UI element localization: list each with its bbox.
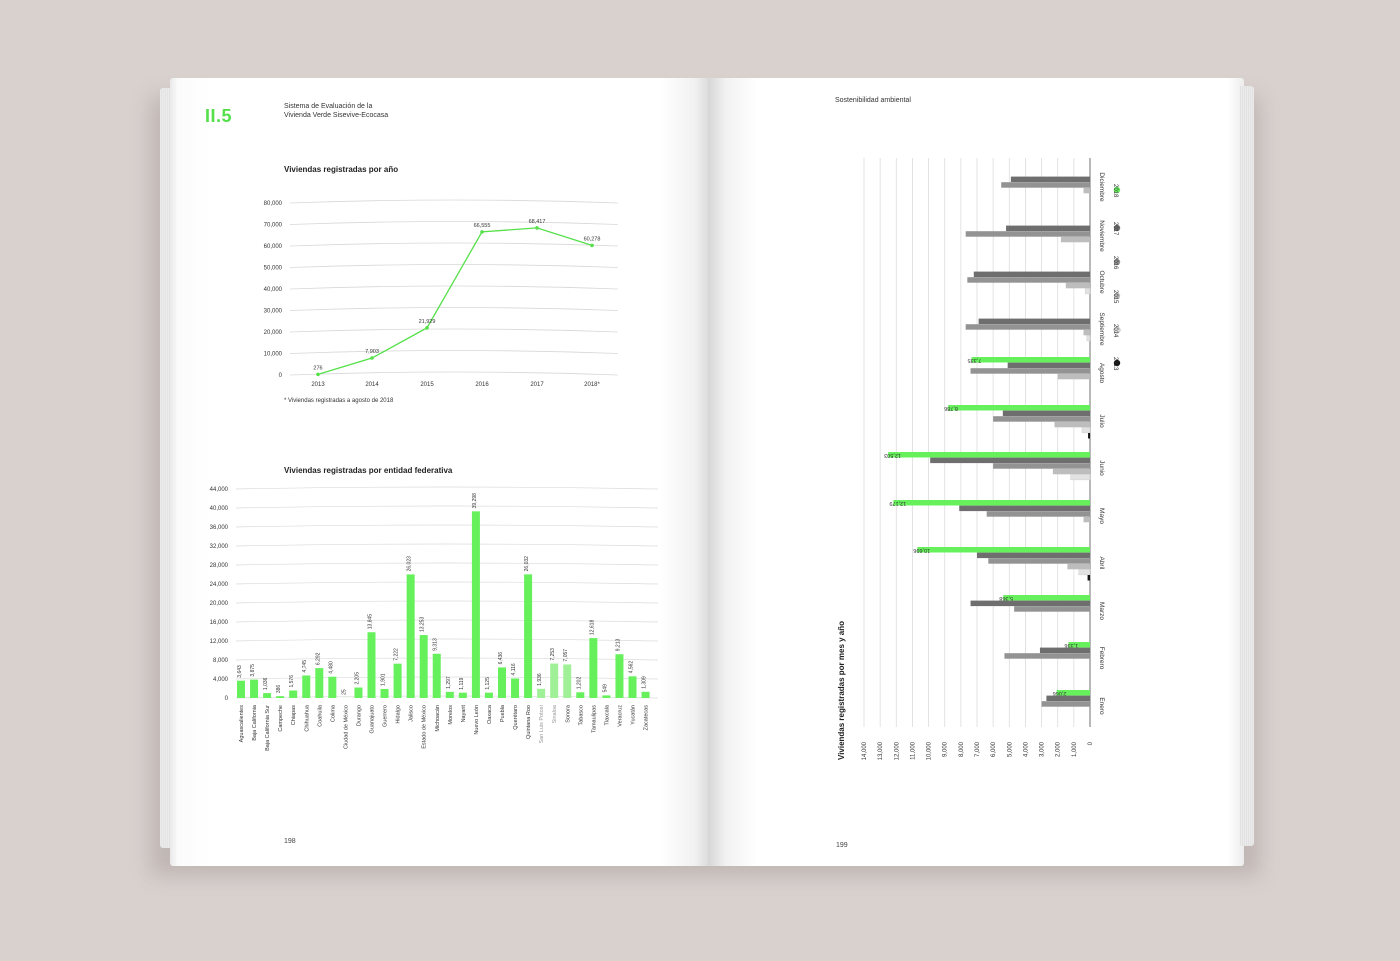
- monthly-chart-bar: [966, 324, 1090, 330]
- monthly-chart-tick-label: 5,000: [1007, 741, 1014, 758]
- monthly-chart-tick-label: 1,000: [1071, 742, 1078, 758]
- page-number-right: 199: [836, 842, 848, 849]
- bar-chart-category-label: Hidalgo: [395, 705, 402, 724]
- monthly-chart-bar: [1006, 226, 1090, 232]
- monthly-chart-legend-label: 2016: [1112, 256, 1118, 270]
- bar-chart-data-label: 26,032: [524, 556, 531, 572]
- bar-chart-category-label: Tlaxcala: [604, 705, 611, 726]
- monthly-chart-legend-label: 2015: [1112, 290, 1118, 304]
- bar-chart-data-label: 12,618: [589, 619, 596, 636]
- monthly-chart-tick-label: 12,000: [894, 742, 901, 761]
- monthly-chart-tick-label: 6,000: [991, 742, 998, 758]
- monthly-chart-tick-label: 7,000: [975, 742, 981, 758]
- monthly-chart-category-label: Agosto: [1098, 362, 1105, 384]
- bar-chart-data-label: 26,023: [406, 556, 413, 572]
- monthly-chart-data-label: 10,696: [913, 547, 931, 553]
- monthly-chart-category-label: Junio: [1098, 460, 1105, 476]
- bar-chart-category-label: Veracruz: [617, 705, 624, 727]
- bar-chart-data-label: 9,213: [615, 638, 622, 652]
- monthly-chart-bar: [1067, 564, 1090, 570]
- monthly-chart-bar: [1003, 411, 1090, 417]
- bar-chart-data-label: 9,313: [432, 638, 439, 651]
- bar-chart-data-label: 4,562: [628, 660, 635, 674]
- monthly-chart-category-label: Febrero: [1098, 646, 1105, 670]
- monthly-chart-bar: [1001, 182, 1090, 188]
- monthly-chart-bar: [1053, 469, 1090, 475]
- section-title-line2: Vivienda Verde Sisevive-Ecocasa: [284, 112, 389, 119]
- line-chart-title: Viviendas registradas por año: [284, 165, 399, 174]
- monthly-chart-bar: [1084, 330, 1090, 336]
- monthly-chart-bar: [971, 368, 1090, 374]
- bar-chart-ytick-label: 20,000: [209, 601, 228, 607]
- line-chart-xtick-label: 2017: [530, 382, 544, 388]
- monthly-chart-data-label: 1,336: [1064, 642, 1079, 648]
- monthly-chart-bar: [1085, 288, 1090, 294]
- bar-chart-category-label: Colima: [330, 705, 337, 723]
- monthly-chart-bar: [1004, 653, 1090, 659]
- monthly-chart-bar: [930, 458, 1090, 464]
- line-chart-ytick-label: 70,000: [263, 222, 282, 229]
- monthly-chart-bar: [1003, 595, 1090, 601]
- line-chart-xtick-label: 2016: [475, 382, 489, 388]
- bar-chart-ytick-label: 44,000: [209, 487, 228, 493]
- monthly-chart-bar: [1061, 237, 1090, 243]
- line-chart-ytick-label: 10,000: [263, 351, 282, 358]
- monthly-chart-category-label: Julio: [1098, 414, 1105, 428]
- bar-chart-category-label: Sonora: [565, 705, 572, 723]
- monthly-chart-bar: [1054, 422, 1090, 428]
- line-chart-data-label: 7,903: [365, 349, 379, 356]
- line-chart-xtick-label: 2018*: [584, 382, 600, 388]
- monthly-chart-legend-label: 2018: [1112, 184, 1118, 198]
- monthly-chart-tick-label: 4,000: [1023, 742, 1030, 758]
- monthly-chart-bar: [1014, 606, 1090, 612]
- bar-chart-data-label: 39,298: [471, 493, 478, 509]
- bar-chart-category-label: Tabasco: [578, 705, 585, 726]
- bar-chart-category-label: Tamaulipas: [591, 705, 598, 733]
- monthly-chart-category-label: Septiembre: [1098, 312, 1105, 346]
- monthly-chart-category-label: Enero: [1098, 697, 1105, 715]
- monthly-chart-tick-label: 9,000: [942, 742, 949, 758]
- bar-chart-data-label: 7,253: [550, 648, 557, 661]
- bar-chart-category-label: Morelos: [447, 705, 454, 725]
- monthly-chart-tick-label: 3,000: [1039, 742, 1046, 758]
- bar-chart-data-label: 549: [602, 684, 609, 693]
- monthly-chart-data-label: 2,066: [1052, 690, 1067, 696]
- bar-chart-data-label: 4,116: [511, 663, 518, 676]
- monthly-chart-tick-label: 2,000: [1055, 742, 1062, 758]
- monthly-chart-data-label: 12,503: [884, 452, 901, 458]
- line-chart-xtick-label: 2013: [311, 382, 325, 388]
- monthly-chart-tick-label: 11,000: [910, 742, 917, 760]
- bar-chart-data-label: 1,036: [263, 677, 270, 691]
- bar-chart-data-label: 4,480: [328, 661, 335, 674]
- monthly-chart-category-label: Noviembre: [1098, 220, 1105, 252]
- bar-chart-category-label: Zacatecas: [643, 705, 650, 731]
- monthly-chart-bar: [1084, 188, 1090, 194]
- monthly-chart-bar: [1058, 374, 1090, 380]
- bar-chart-ytick-label: 16,000: [209, 620, 228, 626]
- page-number-left: 198: [284, 838, 296, 845]
- monthly-chart-category-label: Abril: [1098, 556, 1105, 570]
- line-chart-xtick-label: 2014: [365, 382, 379, 388]
- line-chart-note: * Viviendas registradas a agosto de 2018: [284, 398, 394, 404]
- line-chart-data-label: 21,929: [418, 318, 436, 325]
- monthly-chart-tick-label: 8,000: [958, 742, 965, 758]
- bar-chart-data-label: 1,901: [380, 673, 387, 686]
- line-chart-xtick-label: 2015: [420, 382, 434, 388]
- monthly-chart-category-label: Octubre: [1098, 270, 1105, 294]
- bar-chart-data-label: 3,643: [237, 665, 243, 678]
- bar-chart-category-label: Guanajuato: [369, 705, 376, 734]
- bar-chart-category-label: Durango: [356, 705, 363, 727]
- monthly-chart-data-label: 5,368: [999, 595, 1014, 601]
- bar-chart-category-label: Chiapas: [291, 705, 298, 726]
- bar-chart-category-label: Yucatán: [630, 705, 637, 725]
- monthly-chart-data-label: 8,786: [944, 405, 958, 411]
- bar-chart-data-label: 1,936: [537, 673, 544, 686]
- monthly-chart-legend-label: 2014: [1112, 324, 1118, 338]
- monthly-chart-bar: [948, 405, 1090, 411]
- bar-chart-data-label: 13,253: [419, 616, 426, 633]
- monthly-chart-bar: [993, 463, 1090, 469]
- monthly-chart-bar: [917, 547, 1090, 553]
- bar-chart-category-label: Querétaro: [513, 705, 520, 730]
- monthly-chart-bar: [1082, 427, 1090, 433]
- line-chart-data-label: 66,555: [473, 222, 491, 229]
- monthly-chart-bar: [893, 500, 1090, 506]
- monthly-chart-bar: [959, 506, 1090, 512]
- monthly-chart-data-label: 7,335: [967, 357, 982, 363]
- bar-chart-data-label: 386: [276, 684, 283, 694]
- bar-chart-category-label: Sinaloa: [552, 705, 559, 724]
- bar-chart-ytick-label: 24,000: [209, 582, 228, 588]
- monthly-chart-bar: [1008, 363, 1090, 369]
- bar-chart-category-label: Coahuila: [317, 705, 324, 727]
- monthly-chart-bar: [1011, 177, 1090, 183]
- bar-chart-data-label: 1,309: [641, 676, 648, 689]
- bar-chart-category-label: Baja California: [252, 705, 259, 741]
- monthly-chart-bar: [1088, 433, 1090, 439]
- line-chart-data-label: 68,417: [528, 218, 546, 225]
- line-chart-ytick-label: 60,000: [263, 244, 282, 250]
- monthly-chart-tick-label: 0: [1088, 742, 1094, 746]
- bar-chart-data-label: 4,745: [302, 659, 309, 673]
- monthly-chart-category-label: Mayo: [1098, 508, 1105, 524]
- bar-chart-category-label: San Luis Potosí: [539, 705, 546, 744]
- bar-chart-category-label: Aguascalientes: [239, 705, 245, 743]
- bar-chart-data-label: 7,057: [563, 648, 570, 662]
- monthly-chart-bar: [1071, 474, 1090, 480]
- monthly-chart-bar: [979, 319, 1090, 325]
- bar-chart-data-label: 7,222: [393, 648, 400, 661]
- bar-chart-category-label: Michoacán: [434, 705, 441, 732]
- bar-chart-data-label: 13,845: [367, 613, 374, 630]
- bar-chart-category-label: Guerrero: [382, 705, 389, 728]
- monthly-chart-bar: [977, 553, 1090, 559]
- right-page-header: Sostenibilidad ambiental: [835, 97, 911, 104]
- bar-chart-category-label: Oaxaca: [486, 705, 493, 724]
- bar-chart-data-label: 1,125: [484, 677, 491, 690]
- bar-chart-title: Viviendas registradas por entidad federativa: [284, 466, 453, 475]
- line-chart-data-label: 276: [313, 365, 323, 372]
- monthly-chart-bar: [1088, 575, 1090, 581]
- line-chart-ytick-label: 0: [278, 373, 282, 379]
- bar-chart-category-label: Chihuahua: [304, 705, 311, 732]
- bar-chart-data-label: 25: [341, 689, 348, 695]
- bar-chart-ytick-label: 36,000: [209, 525, 228, 531]
- monthly-chart-bar: [1040, 648, 1090, 654]
- monthly-chart-bar: [987, 511, 1090, 517]
- monthly-chart-tick-label: 14,000: [862, 742, 868, 761]
- monthly-chart-bar: [1042, 701, 1090, 707]
- bar-chart-category-label: Quintana Roo: [526, 705, 533, 739]
- section-number: II.5: [205, 106, 233, 126]
- monthly-chart-bar: [972, 357, 1090, 363]
- bar-chart-data-label: 6,292: [315, 652, 322, 666]
- bar-chart-data-label: 1,202: [576, 676, 583, 690]
- bar-chart-category-label: Baja California Sur: [265, 705, 272, 751]
- monthly-chart-tick-label: 10,000: [926, 742, 933, 761]
- bar-chart-ytick-label: 28,000: [209, 563, 228, 569]
- monthly-chart-bar: [967, 277, 1090, 283]
- bar-chart-category-label: Nayarit: [460, 705, 467, 723]
- bar-chart-category-label: Jalisco: [408, 705, 415, 722]
- monthly-chart-bar: [966, 231, 1090, 237]
- bar-chart-ytick-label: 4,000: [212, 677, 228, 683]
- monthly-chart-data-label: 12,179: [889, 500, 907, 506]
- bar-chart-category-label: Estado de México: [421, 705, 428, 749]
- line-chart-ytick-label: 40,000: [263, 287, 282, 293]
- monthly-chart-bar: [974, 272, 1090, 278]
- bar-chart-ytick-label: 8,000: [212, 658, 228, 664]
- bar-chart-data-label: 1,576: [289, 674, 296, 688]
- bar-chart-ytick-label: 0: [224, 696, 228, 702]
- monthly-chart-bar: [1087, 335, 1090, 341]
- monthly-chart-bar: [1079, 569, 1090, 575]
- bar-chart-data-label: 6,436: [498, 651, 504, 665]
- bar-chart-data-label: 1,119: [458, 677, 465, 690]
- monthly-chart-legend-label: 2013: [1112, 357, 1118, 371]
- line-chart-data-label: 60,278: [583, 236, 601, 243]
- line-chart-ytick-label: 30,000: [263, 308, 282, 315]
- monthly-chart-bar: [1066, 283, 1090, 289]
- monthly-chart-category-label: Marzo: [1098, 601, 1105, 621]
- bar-chart-data-label: 2,205: [354, 672, 361, 685]
- monthly-chart-bar: [1046, 696, 1090, 702]
- monthly-chart-tick-label: 13,000: [878, 742, 885, 761]
- monthly-chart-bar: [993, 416, 1090, 422]
- monthly-chart-category-label: Diciembre: [1098, 172, 1105, 202]
- monthly-chart-legend-label: 2017: [1112, 222, 1118, 236]
- line-chart-ytick-label: 80,000: [263, 201, 282, 207]
- bar-chart-ytick-label: 32,000: [209, 544, 228, 550]
- bar-chart-category-label: Puebla: [500, 705, 506, 723]
- bar-chart-data-label: 1,297: [445, 676, 452, 689]
- line-chart-ytick-label: 20,000: [263, 330, 282, 336]
- monthly-chart-title: Viviendas registradas por mes y año: [837, 620, 846, 760]
- line-chart-ytick-label: 50,000: [263, 265, 282, 272]
- bar-chart-ytick-label: 40,000: [209, 506, 228, 512]
- monthly-chart-bar: [971, 601, 1090, 607]
- bar-chart-category-label: Nuevo León: [473, 705, 480, 735]
- monthly-chart-bar: [1084, 517, 1090, 523]
- bar-chart-ytick-label: 12,000: [209, 639, 228, 645]
- bar-chart-data-label: 3,875: [250, 664, 257, 677]
- monthly-chart-bar: [988, 558, 1090, 564]
- bar-chart-category-label: Campeche: [278, 705, 285, 732]
- section-title-line1: Sistema de Evaluación de la: [284, 103, 373, 110]
- monthly-chart-bar: [888, 452, 1090, 458]
- bar-chart-category-label: Ciudad de México: [343, 705, 350, 750]
